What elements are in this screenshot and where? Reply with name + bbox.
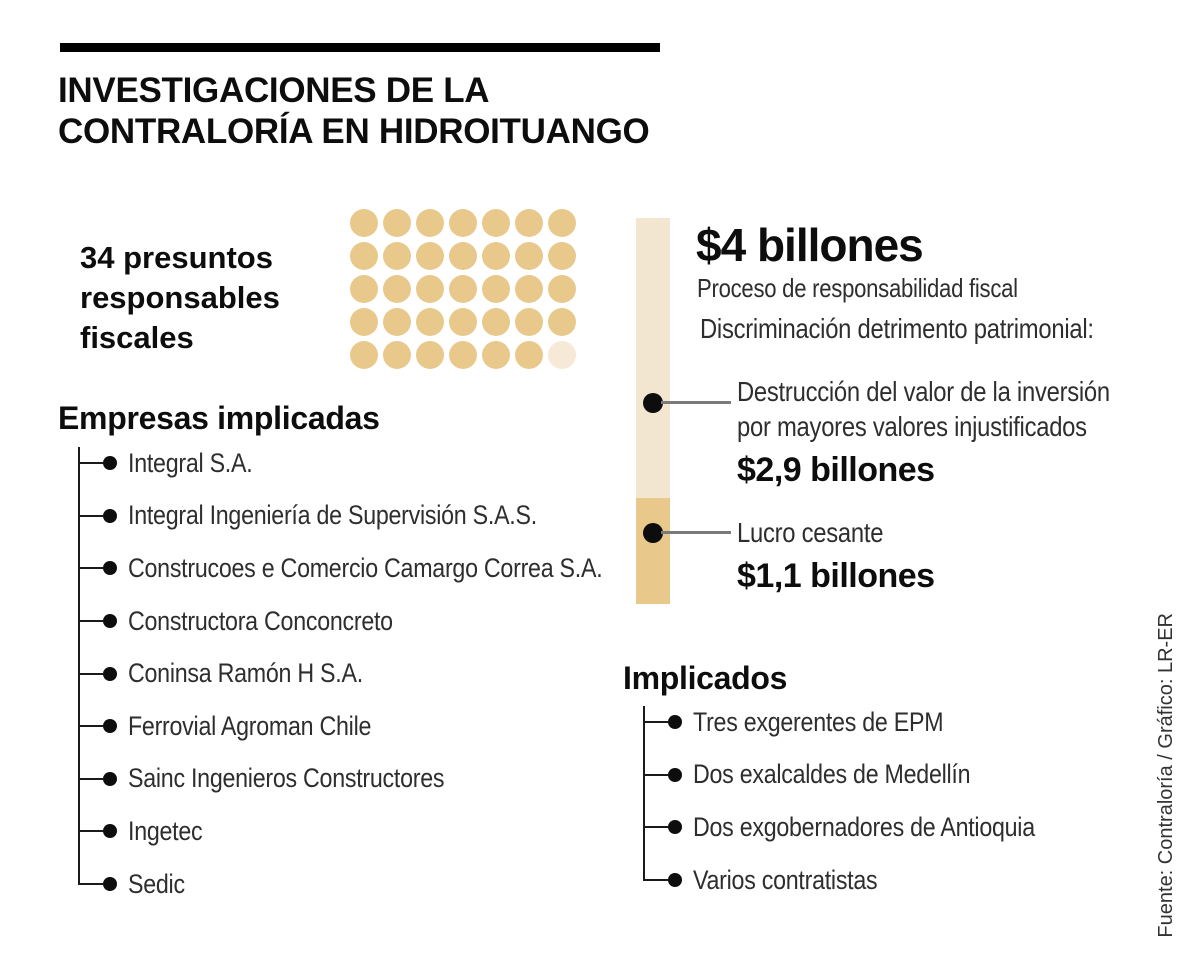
- list-item-label: Constructora Conconcreto: [128, 605, 393, 636]
- connector-line: [643, 879, 668, 881]
- bullet-icon: [103, 772, 117, 786]
- title-line-1: INVESTIGACIONES DE LA: [58, 71, 490, 110]
- callout-dot-lucro: [643, 523, 663, 543]
- bullet-icon: [103, 561, 117, 575]
- list-item-label: Tres exgerentes de EPM: [693, 706, 944, 737]
- person-dot-filled: [350, 209, 378, 237]
- list-item-label: Varios contratistas: [693, 864, 878, 895]
- person-dot-filled: [416, 341, 444, 369]
- bullet-icon: [103, 667, 117, 681]
- page-title: [58, 70, 649, 152]
- connector-line: [78, 778, 103, 780]
- connector-line: [78, 620, 103, 622]
- list-item-label: Dos exgobernadores de Antioquia: [693, 811, 1035, 842]
- callout-detriment-line-2: por mayores valores injustificados: [737, 411, 1087, 442]
- connector-line: [78, 883, 103, 885]
- process-subtitle: Proceso de responsabilidad fiscal: [697, 273, 1018, 303]
- callout-dot-detriment: [643, 393, 663, 413]
- person-dot-filled: [449, 308, 477, 336]
- connector-line: [78, 462, 103, 464]
- list-item-label: Integral Ingeniería de Supervisión S.A.S.: [128, 500, 537, 531]
- list-item: [78, 542, 618, 595]
- bullet-icon: [103, 456, 117, 470]
- list-item: [78, 647, 618, 700]
- connector-line: [643, 826, 668, 828]
- list-item: [78, 595, 618, 648]
- person-dot-filled: [548, 242, 576, 270]
- connector-line: [78, 567, 103, 569]
- pictograph-grid: [350, 209, 576, 369]
- person-dot-filled: [383, 275, 411, 303]
- bullet-icon: [668, 715, 682, 729]
- list-item-label: Sainc Ingenieros Constructores: [128, 763, 445, 794]
- person-dot-filled: [416, 275, 444, 303]
- person-dot-faded: [548, 341, 576, 369]
- person-dot-filled: [548, 308, 576, 336]
- list-item: [78, 700, 618, 753]
- person-dot-filled: [350, 308, 378, 336]
- person-dot-filled: [515, 275, 543, 303]
- implicados-heading: Implicados: [623, 660, 788, 696]
- pictograph-label: 34 presuntos responsables fiscales: [80, 240, 280, 355]
- person-dot-filled: [482, 341, 510, 369]
- list-item: [78, 858, 618, 911]
- list-item: [643, 696, 1103, 749]
- list-item: [643, 801, 1103, 854]
- list-item-label: Integral S.A.: [128, 447, 253, 478]
- person-dot-filled: [515, 341, 543, 369]
- person-dot-filled: [482, 209, 510, 237]
- bullet-icon: [668, 873, 682, 887]
- implicados-list: [643, 696, 1103, 907]
- callout-lucro-amount: $1,1 billones: [737, 557, 935, 595]
- person-dot-filled: [515, 209, 543, 237]
- list-item: [78, 805, 618, 858]
- empresas-heading: Empresas implicadas: [58, 400, 380, 436]
- callout-lucro-line-1: Lucro cesante: [737, 517, 884, 548]
- callout-detriment-amount: $2,9 billones: [737, 451, 935, 489]
- person-dot-filled: [548, 275, 576, 303]
- bullet-icon: [668, 768, 682, 782]
- list-item-label: Sedic: [128, 868, 185, 899]
- list-item: [78, 437, 618, 490]
- bullet-icon: [103, 614, 117, 628]
- callout-line-lucro: [661, 531, 731, 534]
- bar-segment-detriment: [636, 218, 670, 498]
- list-item-label: Ingetec: [128, 815, 203, 846]
- callout-detriment-line-1: Destrucción del valor de la inversión: [737, 376, 1110, 407]
- person-dot-filled: [482, 275, 510, 303]
- total-amount: $4 billones: [696, 219, 923, 271]
- person-dot-filled: [383, 209, 411, 237]
- person-dot-filled: [350, 275, 378, 303]
- bullet-icon: [668, 820, 682, 834]
- bullet-icon: [103, 719, 117, 733]
- person-dot-filled: [515, 308, 543, 336]
- person-dot-filled: [383, 341, 411, 369]
- source-credit: Fuente: Contraloría / Gráfico: LR-ER: [1155, 613, 1177, 938]
- person-dot-filled: [383, 308, 411, 336]
- empresas-list: [78, 437, 618, 911]
- title-line-2: CONTRALORÍA EN HIDROITUANGO: [58, 112, 650, 151]
- bullet-icon: [103, 824, 117, 838]
- person-dot-filled: [350, 242, 378, 270]
- list-item: [78, 490, 618, 543]
- person-dot-filled: [449, 209, 477, 237]
- list-item-label: Construcoes e Comercio Camargo Correa S.A.: [128, 552, 603, 583]
- bullet-icon: [103, 509, 117, 523]
- person-dot-filled: [449, 341, 477, 369]
- top-rule: [60, 43, 660, 52]
- list-item-label: Ferrovial Agroman Chile: [128, 710, 372, 741]
- bar-segment-lucro: [636, 498, 670, 604]
- connector-line: [78, 830, 103, 832]
- person-dot-filled: [482, 308, 510, 336]
- person-dot-filled: [416, 308, 444, 336]
- connector-line: [78, 673, 103, 675]
- list-item: [643, 749, 1103, 802]
- bullet-icon: [103, 877, 117, 891]
- connector-line: [643, 721, 668, 723]
- callout-line-detriment: [661, 401, 731, 404]
- person-dot-filled: [548, 209, 576, 237]
- person-dot-filled: [449, 275, 477, 303]
- person-dot-filled: [416, 209, 444, 237]
- person-dot-filled: [383, 242, 411, 270]
- list-item-label: Dos exalcaldes de Medellín: [693, 759, 971, 790]
- breakdown-label: Discriminación detrimento patrimonial:: [700, 313, 1094, 344]
- person-dot-filled: [449, 242, 477, 270]
- connector-line: [78, 515, 103, 517]
- connector-line: [643, 774, 668, 776]
- callout-lucro: [737, 515, 935, 596]
- callout-detriment: [737, 374, 1176, 490]
- list-item: [78, 753, 618, 806]
- connector-line: [78, 725, 103, 727]
- person-dot-filled: [515, 242, 543, 270]
- list-item-label: Coninsa Ramón H S.A.: [128, 658, 363, 689]
- person-dot-filled: [482, 242, 510, 270]
- person-dot-filled: [350, 341, 378, 369]
- person-dot-filled: [416, 242, 444, 270]
- list-item: [643, 854, 1103, 907]
